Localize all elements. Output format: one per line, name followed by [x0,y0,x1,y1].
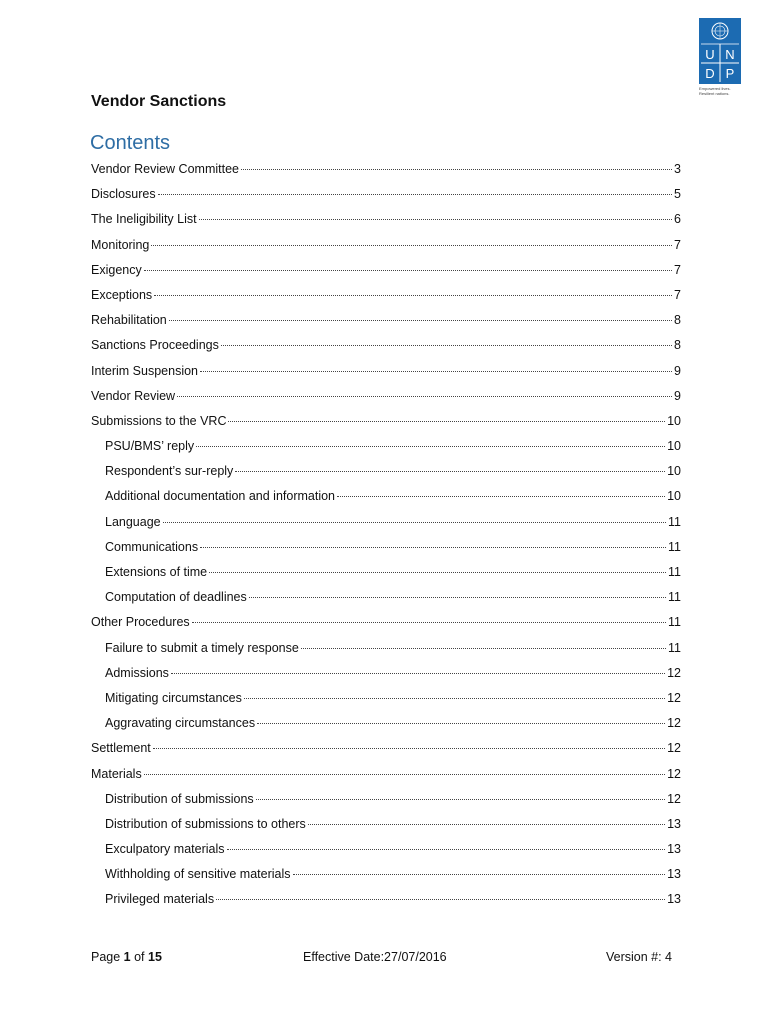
toc-dot-leader [171,673,665,674]
toc-entry[interactable] [91,560,681,585]
toc-dot-leader [227,849,666,850]
logo-letter-n: N [725,47,735,62]
toc-entry-label: Disclosures [91,187,156,202]
toc-entry-label: Privileged materials [105,892,215,907]
toc-entry-label: Materials [91,766,142,781]
toc-entry-page: 11 [668,514,681,529]
toc-entry[interactable] [91,459,681,484]
toc-entry[interactable] [91,887,681,912]
toc-entry[interactable] [91,510,681,535]
undp-logo [699,18,741,96]
toc-entry[interactable] [91,585,681,610]
toc-entry[interactable] [91,661,681,686]
toc-entry-page: 10 [667,489,681,504]
toc-dot-leader [221,345,672,346]
toc-dot-leader [257,723,665,724]
toc-dot-leader [169,320,672,321]
toc-entry[interactable] [91,182,681,207]
toc-entry-page: 11 [668,590,681,605]
toc-entry-page: 5 [674,187,681,202]
toc-entry-label: Vendor Review Committee [91,162,239,176]
toc-entry-label: Language [105,514,161,529]
toc-entry[interactable] [91,384,681,409]
toc-entry[interactable] [91,258,681,283]
page-footer [91,950,672,968]
toc-entry-page: 13 [667,892,681,907]
toc-entry-page: 11 [668,565,681,579]
toc-dot-leader [293,874,666,875]
toc-entry-page: 10 [667,464,681,479]
toc-entry[interactable] [91,862,681,887]
toc-dot-leader [200,547,666,548]
toc-entry[interactable] [91,736,681,761]
logo-letter-p: P [725,66,735,81]
toc-entry-label: PSU/BMS’ reply [105,439,195,454]
toc-entry-page: 11 [668,640,681,655]
toc-entry-page: 8 [674,338,681,353]
toc-entry-label: Extensions of time [105,565,208,579]
toc-entry-page: 11 [668,539,681,554]
toc-entry-page: 13 [667,842,681,857]
toc-entry-page: 12 [667,690,681,705]
effective-date: Effective Date:27/07/2016 [303,950,447,964]
toc-entry-label: Mitigating circumstances [105,690,242,705]
toc-dot-leader [308,824,665,825]
toc-entry-label: Exigency [91,262,142,277]
un-emblem-icon [699,18,741,84]
toc-entry-label: Settlement [91,741,151,756]
toc-entry-page: 7 [674,287,681,302]
page-number [91,950,162,964]
toc-entry-label: Distribution of submissions [105,791,254,806]
toc-entry-label: Sanctions Proceedings [91,338,219,353]
toc-entry[interactable] [91,812,681,837]
toc-entry-label: Failure to submit a timely response [105,640,299,655]
toc-entry-page: 10 [667,439,681,454]
toc-entry-label: Monitoring [91,237,150,252]
toc-entry-page: 9 [674,388,681,403]
logo-letter-u: U [705,47,715,62]
toc-dot-leader [216,899,665,900]
toc-dot-leader [235,471,665,472]
toc-dot-leader [209,572,666,573]
toc-entry-page: 7 [674,237,681,252]
contents-heading: Contents [90,132,171,154]
document-title: Vendor Sanctions [91,93,227,110]
toc-dot-leader [301,648,666,649]
logo-letter-d: D [705,66,715,81]
toc-dot-leader [163,522,666,523]
toc-dot-leader [158,194,672,195]
version-number: Version #: 4 [605,950,672,964]
toc-entry[interactable] [91,610,681,635]
toc-entry-label: Other Procedures [91,615,190,630]
toc-entry-label: Submissions to the VRC [91,413,227,428]
toc-entry-label: Respondent’s sur-reply [105,464,234,479]
toc-entry[interactable] [91,308,681,333]
toc-entry[interactable] [91,762,681,787]
toc-entry[interactable] [91,157,681,182]
toc-entry-page: 10 [667,413,681,428]
undp-logo-mark [699,18,741,84]
toc-entry-label: Distribution of submissions to others [105,816,306,831]
page-current: 1 [123,950,131,964]
toc-dot-leader [192,622,666,623]
toc-dot-leader [177,396,672,397]
toc-dot-leader [337,496,665,497]
toc-dot-leader [144,270,672,271]
toc-entry-label: Rehabilitation [91,313,167,328]
toc-entry-label: Additional documentation and information [105,489,336,504]
toc-entry[interactable] [91,434,681,459]
toc-entry-label: Exculpatory materials [105,842,225,857]
toc-entry-label: The Ineligibility List [91,212,197,227]
logo-tagline: Empowered lives. Resilient nations. [699,86,731,96]
table-of-contents [91,157,681,913]
toc-entry-label: Computation of deadlines [105,590,247,605]
toc-dot-leader [256,799,665,800]
toc-dot-leader [144,774,665,775]
toc-entry-page: 12 [667,766,681,781]
toc-dot-leader [244,698,665,699]
toc-dot-leader [200,371,672,372]
toc-entry-page: 9 [674,363,681,378]
toc-entry[interactable] [91,333,681,358]
toc-entry-page: 7 [674,262,681,277]
toc-entry[interactable] [91,283,681,308]
toc-entry-page: 8 [674,313,681,328]
toc-entry-page: 3 [674,162,681,176]
toc-entry[interactable] [91,233,681,258]
page-separator: of [130,950,148,964]
page-total: 15 [148,950,162,964]
toc-entry-page: 12 [667,791,681,806]
toc-dot-leader [154,295,672,296]
toc-entry-label: Withholding of sensitive materials [105,867,291,882]
toc-entry-label: Exceptions [91,287,153,302]
toc-entry-page: 12 [667,741,681,756]
toc-entry[interactable] [91,409,681,434]
toc-entry[interactable] [91,636,681,661]
toc-entry[interactable] [91,535,681,560]
toc-entry[interactable] [91,484,681,509]
toc-dot-leader [199,219,672,220]
toc-dot-leader [196,446,665,447]
toc-entry-page: 6 [674,212,681,227]
toc-entry[interactable] [91,837,681,862]
toc-entry-page: 13 [667,867,681,882]
toc-entry-label: Interim Suspension [91,363,199,378]
toc-entry[interactable] [91,207,681,232]
toc-entry-page: 12 [667,716,681,731]
toc-entry-label: Aggravating circumstances [105,716,256,731]
toc-entry[interactable] [91,686,681,711]
toc-entry[interactable] [91,787,681,812]
page-prefix: Page [91,950,124,964]
toc-entry-label: Admissions [105,665,169,680]
toc-dot-leader [228,421,665,422]
toc-entry-label: Vendor Review [91,388,176,403]
toc-entry[interactable] [91,359,681,384]
toc-dot-leader [151,245,672,246]
toc-entry-page: 11 [668,615,681,630]
toc-entry-page: 12 [667,665,681,680]
toc-dot-leader [153,748,665,749]
toc-entry[interactable] [91,711,681,736]
toc-entry-page: 13 [667,816,681,831]
toc-dot-leader [249,597,666,598]
toc-dot-leader [241,169,672,170]
toc-entry-label: Communications [105,539,199,554]
